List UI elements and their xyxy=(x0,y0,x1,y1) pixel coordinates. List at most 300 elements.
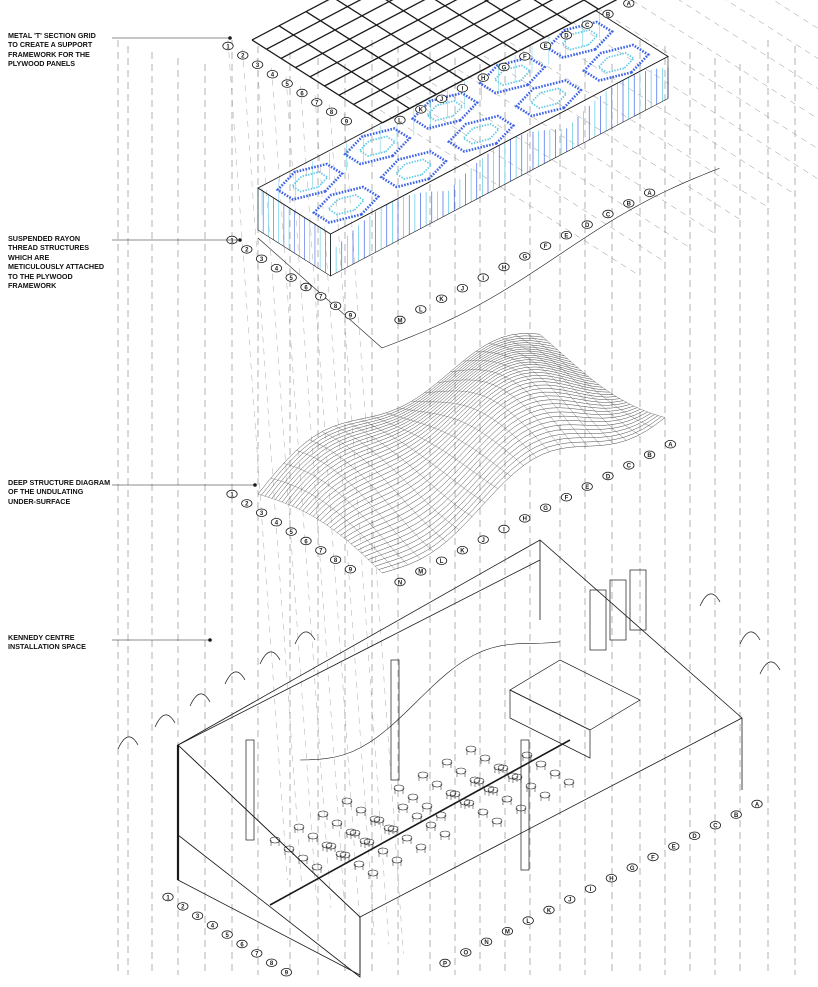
axis-bubble-label: H xyxy=(501,265,507,272)
grid-letter-bubble xyxy=(644,451,654,459)
grid-letter-bubble xyxy=(752,800,762,808)
room-column xyxy=(246,740,254,840)
axis-bubble-label: 8 xyxy=(329,110,334,117)
grid-number-bubble xyxy=(266,959,276,967)
axis-bubble-label: 7 xyxy=(255,951,259,958)
audience-chair xyxy=(294,824,304,830)
axis-bubble-label: B xyxy=(734,812,739,819)
callout-line: FRAMEWORK FOR THE xyxy=(8,49,90,59)
grid-number-bubble xyxy=(271,264,281,272)
axis-bubble-label: J xyxy=(568,897,572,904)
axis-bubble-label: L xyxy=(439,559,444,566)
room-stage-front xyxy=(510,690,590,758)
axis-bubble-label: 6 xyxy=(240,942,244,949)
axis-bubble-label: L xyxy=(526,918,531,925)
undulating-contour xyxy=(271,478,395,569)
axis-bubble-label: G xyxy=(522,254,528,261)
grid-letter-bubble xyxy=(540,242,550,250)
audience-chair xyxy=(318,811,328,817)
hexagon-thread-pattern xyxy=(278,164,342,199)
axis-bubble-label: I xyxy=(503,527,505,534)
axis-bubble-label: A xyxy=(647,191,652,198)
grid-letter-bubble xyxy=(523,917,533,925)
axis-bubble-label: B xyxy=(626,201,631,208)
undulating-contour xyxy=(284,463,408,565)
axis-bubble-label: 6 xyxy=(304,539,308,546)
axis-bubble-label: E xyxy=(543,44,548,51)
axis-bubble-label: L xyxy=(418,307,423,314)
callout-line: THREAD STRUCTURES xyxy=(8,243,90,253)
axis-bubble-label: 2 xyxy=(245,501,249,508)
audience-chair xyxy=(394,785,404,791)
diagonal-projection-line xyxy=(744,0,818,87)
hexagon-thread-pattern xyxy=(480,58,544,93)
audience-chair xyxy=(378,848,388,854)
callout-line: DEEP STRUCTURE DIAGRAM xyxy=(8,478,111,487)
grid-axis-bubbles xyxy=(163,0,762,977)
grid-letter-bubble xyxy=(499,525,509,533)
room-floor xyxy=(178,537,742,917)
grid-letter-bubble xyxy=(416,306,426,314)
axis-bubble-label: F xyxy=(651,855,655,862)
undulating-contour xyxy=(341,396,624,535)
grid-number-bubble xyxy=(207,921,217,929)
grid-letter-bubble xyxy=(565,896,575,904)
grid-letter-bubble xyxy=(436,95,446,103)
grid-letter-bubble xyxy=(478,74,488,82)
axis-bubble-label: 1 xyxy=(226,44,230,51)
diagonal-projection-line xyxy=(614,0,818,155)
audience-chair xyxy=(392,857,402,863)
grid-letter-bubble xyxy=(648,853,658,861)
callout-line: WHICH ARE xyxy=(8,252,50,262)
grid-letter-bubble xyxy=(665,440,675,448)
axis-bubble-label: 1 xyxy=(230,238,234,245)
axis-bubble-label: 6 xyxy=(300,91,304,98)
axis-bubble-label: 8 xyxy=(269,961,274,968)
axis-bubble-label: 9 xyxy=(284,970,289,977)
axis-bubble-label: G xyxy=(501,65,507,72)
grid-letter-bubble xyxy=(440,959,450,967)
grid-letter-bubble xyxy=(478,274,488,282)
axis-bubble-label: G xyxy=(629,865,635,872)
axis-bubble-label: N xyxy=(397,580,403,587)
diagonal-projection-line xyxy=(536,29,796,198)
axis-bubble-label: I xyxy=(482,275,485,282)
grid-letter-bubble xyxy=(624,0,634,8)
grid-member xyxy=(310,0,634,77)
grid-letter-bubble xyxy=(395,116,405,124)
diagonal-projection-line xyxy=(718,0,818,101)
grid-letter-bubble xyxy=(582,21,592,29)
axis-bubble-label: O xyxy=(463,950,469,957)
grid-number-bubble xyxy=(286,528,296,536)
rayon-thread-structure xyxy=(255,11,720,349)
axis-bubble-label: 8 xyxy=(333,558,338,565)
audience-chair xyxy=(368,870,378,876)
grid-letter-bubble xyxy=(644,189,654,197)
callout-installation-space xyxy=(8,633,178,652)
grid-letter-bubble xyxy=(499,63,509,71)
undulating-contour xyxy=(365,412,648,556)
grid-letter-bubble xyxy=(416,568,426,576)
axis-bubble-label: C xyxy=(585,22,590,29)
axis-bubble-label: 3 xyxy=(259,511,264,518)
grid-number-bubble xyxy=(301,283,311,291)
grid-letter-bubble xyxy=(457,546,467,554)
audience-chair xyxy=(332,820,342,826)
hexagon-thread-pattern-inner xyxy=(396,159,431,179)
undulating-contour xyxy=(379,417,662,570)
audience-chair xyxy=(418,772,428,778)
audience-chair xyxy=(416,844,426,850)
room-front-wall xyxy=(178,745,360,977)
grid-letter-bubble xyxy=(561,231,571,239)
leader-dot xyxy=(253,483,257,487)
axis-bubble-label: E xyxy=(671,844,676,851)
axis-bubble-label: M xyxy=(397,318,403,325)
grid-letter-bubble xyxy=(689,832,699,840)
grid-letter-bubble xyxy=(731,811,741,819)
undulating-contour xyxy=(313,370,595,517)
grid-number-bubble xyxy=(256,255,266,263)
swing-arc xyxy=(260,652,280,664)
swing-arc xyxy=(190,694,210,706)
callout-line: FRAMEWORK xyxy=(8,281,57,291)
grid-number-bubble xyxy=(286,274,296,282)
rayon-top-face xyxy=(255,11,668,235)
undulating-contour xyxy=(268,341,550,498)
axis-bubble-label: 6 xyxy=(304,285,308,292)
axis-bubble-label: N xyxy=(484,940,489,947)
axis-bubble-label: C xyxy=(713,823,718,830)
grid-letter-bubble xyxy=(520,253,530,261)
axis-bubble-label: 2 xyxy=(245,247,249,254)
grid-number-bubble xyxy=(238,52,248,60)
grid-letter-bubble xyxy=(624,200,634,208)
grid-letter-bubble xyxy=(582,483,592,491)
hexagon-thread-pattern-inner xyxy=(292,172,327,192)
undulating-contour xyxy=(425,391,550,452)
grid-letter-bubble xyxy=(544,906,554,914)
leader-dot xyxy=(238,238,242,242)
axis-bubble-label: B xyxy=(605,12,611,19)
callout-line: METICULOUSLY ATTACHED xyxy=(8,262,105,272)
audience-chair xyxy=(540,792,550,798)
axis-bubble-label: I xyxy=(461,86,464,93)
axis-bubble-label: E xyxy=(564,233,569,240)
grid-number-bubble xyxy=(242,500,252,508)
leader-dot xyxy=(208,638,212,642)
undulating-contour xyxy=(354,408,637,547)
audience-chair xyxy=(492,818,502,824)
grid-number-bubble xyxy=(178,903,188,911)
undulating-contour xyxy=(348,422,472,517)
audience-chair xyxy=(502,796,512,802)
grid-number-bubble xyxy=(242,246,252,254)
diagonal-projection-line xyxy=(588,2,818,168)
axis-bubble-label: 5 xyxy=(289,529,293,536)
diagonal-projection-line xyxy=(770,0,818,74)
grid-letter-bubble xyxy=(461,949,471,957)
audience-chair xyxy=(342,798,352,804)
axis-bubble-label: 5 xyxy=(285,81,289,88)
grid-letter-bubble xyxy=(520,515,530,523)
audience-chair xyxy=(456,768,466,774)
axis-bubble-label: D xyxy=(585,222,590,229)
audience-chair xyxy=(356,807,366,813)
undulating-contour xyxy=(334,389,617,530)
grid-letter-bubble xyxy=(603,472,613,480)
grid-letter-bubble xyxy=(436,557,446,565)
axis-bubble-label: B xyxy=(647,453,652,460)
axis-bubble-label: 9 xyxy=(348,567,353,574)
audience-chair xyxy=(298,855,308,861)
audience-chair xyxy=(442,759,452,765)
axis-bubble-label: A xyxy=(754,802,760,809)
grid-letter-bubble xyxy=(395,316,405,324)
axis-bubble-label: 4 xyxy=(274,520,279,527)
leader-dot xyxy=(228,36,232,40)
callout-leader-lines xyxy=(112,36,257,642)
room-sloped-edge xyxy=(270,740,570,905)
callout-deep-structure xyxy=(8,478,178,506)
diagonal-projection-line xyxy=(380,107,640,276)
grid-number-bubble xyxy=(326,108,336,116)
callout-line: PLYWOOD PANELS xyxy=(8,59,76,69)
audience-chair xyxy=(564,779,574,785)
callout-line: METAL 'T' SECTION GRID xyxy=(8,31,96,40)
grid-letter-bubble xyxy=(561,31,571,39)
audience-chair xyxy=(522,752,532,758)
callout-line: UNDER-SURFACE xyxy=(8,496,71,506)
axis-bubble-label: M xyxy=(504,929,510,936)
grid-letter-bubble xyxy=(624,462,634,470)
grid-letter-bubble xyxy=(436,295,446,303)
axis-bubble-label: D xyxy=(692,834,697,841)
grid-letter-bubble xyxy=(478,536,488,544)
grid-letter-bubble xyxy=(502,927,512,935)
grid-letter-bubble xyxy=(457,284,467,292)
axis-bubble-label: C xyxy=(605,212,611,219)
axis-bubble-label: H xyxy=(481,75,486,82)
grid-letter-bubble xyxy=(499,263,509,271)
hexagon-thread-pattern xyxy=(381,152,445,187)
callout-line: OF THE UNDULATING xyxy=(8,487,84,497)
axis-bubble-label: 4 xyxy=(210,923,215,930)
grid-letter-bubble xyxy=(603,10,613,18)
grid-number-bubble xyxy=(297,89,307,97)
axis-bubble-label: K xyxy=(418,107,423,114)
audience-chair xyxy=(432,781,442,787)
axis-bubble-label: D xyxy=(564,33,569,40)
axis-bubble-label: 5 xyxy=(225,932,229,939)
audience-chair xyxy=(422,803,432,809)
axis-bubble-label: A xyxy=(668,442,673,449)
axis-bubble-label: 3 xyxy=(195,914,200,921)
axis-bubble-label: 2 xyxy=(181,904,185,911)
axis-bubble-label: J xyxy=(439,97,444,104)
axis-bubble-label: G xyxy=(543,506,548,513)
grid-member xyxy=(306,12,437,95)
callout-line: SUSPENDED RAYON xyxy=(8,234,81,243)
room-door xyxy=(610,580,626,640)
axis-bubble-label: F xyxy=(543,244,548,251)
grid-number-bubble xyxy=(281,968,291,976)
grid-number-bubble xyxy=(252,950,262,958)
axis-bubble-label: I xyxy=(589,887,592,894)
axis-bubble-label: 7 xyxy=(319,548,323,555)
grid-number-bubble xyxy=(330,302,340,310)
diagonal-projection-line xyxy=(640,0,818,141)
grid-number-bubble xyxy=(252,61,262,69)
room-stage xyxy=(510,660,640,730)
axis-bubble-label: P xyxy=(442,961,448,968)
axis-bubble-label: K xyxy=(546,908,552,915)
axis-bubble-label: 2 xyxy=(241,53,245,60)
grid-number-bubble xyxy=(330,556,340,564)
grid-member xyxy=(339,0,663,95)
callout-rayon xyxy=(8,234,178,290)
audience-chair xyxy=(480,755,490,761)
audience-chair xyxy=(402,835,412,841)
axis-bubble-label: E xyxy=(585,484,590,491)
hexagon-thread-pattern-inner xyxy=(328,195,363,215)
axis-bubble-label: 3 xyxy=(259,257,264,264)
grid-number-bubble xyxy=(301,537,311,545)
audience-chair xyxy=(284,846,294,852)
rayon-ground-outline xyxy=(382,168,720,348)
undulating-contour xyxy=(265,338,547,496)
grid-letter-bubble xyxy=(540,504,550,512)
grid-number-bubble xyxy=(341,117,351,125)
swing-arc xyxy=(225,672,245,684)
undulating-contour xyxy=(337,392,620,532)
grid-number-bubble xyxy=(222,931,232,939)
axis-bubble-label: C xyxy=(626,463,631,470)
diagonal-projection-line xyxy=(692,0,818,114)
swing-arc xyxy=(700,594,720,606)
axis-bubble-label: K xyxy=(439,297,444,304)
axis-bubble-label: F xyxy=(564,495,569,502)
hexagon-thread-pattern-inner xyxy=(463,124,498,144)
axis-bubble-label: 1 xyxy=(166,895,170,902)
grid-letter-bubble xyxy=(481,938,491,946)
axis-bubble-label: 7 xyxy=(319,294,323,301)
grid-letter-bubble xyxy=(457,84,467,92)
axis-bubble-label: 5 xyxy=(289,275,293,282)
axis-bubble-label: J xyxy=(481,537,485,544)
audience-chair xyxy=(436,812,446,818)
grid-letter-bubble xyxy=(603,210,613,218)
grid-number-bubble xyxy=(316,293,326,301)
grid-letter-bubble xyxy=(582,221,592,229)
audience-chair xyxy=(426,822,436,828)
grid-member xyxy=(414,0,545,38)
diagonal-projection-line xyxy=(406,97,666,263)
kennedy-centre-room xyxy=(118,537,780,977)
audience-chair xyxy=(354,861,364,867)
hexagon-thread-pattern-inner xyxy=(427,101,462,121)
audience-chair xyxy=(408,794,418,800)
grid-number-bubble xyxy=(256,509,266,517)
grid-number-bubble xyxy=(271,518,281,526)
axis-bubble-label: 1 xyxy=(230,492,234,499)
callout-metal-grid xyxy=(8,31,178,69)
axis-bubble-label: F xyxy=(522,54,527,61)
swing-arc xyxy=(155,715,175,727)
axis-bubble-label: L xyxy=(398,118,402,125)
grid-number-bubble xyxy=(316,547,326,555)
diagonal-projection-line xyxy=(484,56,744,222)
undulating-contour xyxy=(292,355,574,506)
audience-chair xyxy=(398,804,408,810)
axis-bubble-label: 8 xyxy=(333,304,338,311)
hexagon-thread-pattern xyxy=(584,45,648,80)
axis-bubble-label: J xyxy=(460,286,465,293)
undulating-contour xyxy=(296,357,578,507)
callout-line: INSTALLATION SPACE xyxy=(8,642,86,652)
grid-letter-bubble xyxy=(710,821,720,829)
audience-chair xyxy=(466,746,476,752)
axis-bubble-label: D xyxy=(605,474,611,481)
grid-letter-bubble xyxy=(561,493,571,501)
grid-letter-bubble xyxy=(395,578,405,586)
axis-bubble-label: 7 xyxy=(315,100,319,107)
grid-letter-bubble xyxy=(540,42,550,50)
hexagon-thread-pattern xyxy=(345,129,409,164)
grid-letter-bubble xyxy=(520,53,530,61)
axis-bubble-label: 3 xyxy=(255,63,260,70)
grid-letter-bubble xyxy=(627,864,637,872)
axis-bubble-label: H xyxy=(609,876,614,883)
axis-bubble-label: H xyxy=(522,516,527,523)
axis-bubble-label: K xyxy=(460,548,465,555)
undulating-contour xyxy=(261,336,543,495)
audience-chair xyxy=(440,831,450,837)
grid-member xyxy=(441,0,572,23)
axis-bubble-label: 9 xyxy=(348,313,353,320)
audience-chair xyxy=(308,833,318,839)
swing-arc xyxy=(740,632,760,644)
undulating-contour xyxy=(317,372,599,518)
axis-bubble-label: 4 xyxy=(274,266,279,273)
callout-line: TO CREATE A SUPPORT xyxy=(8,40,93,50)
hexagon-thread-pattern-inner xyxy=(598,53,633,73)
room-back-wall xyxy=(178,560,540,745)
hexagon-thread-pattern xyxy=(516,81,580,116)
axis-bubble-label: 9 xyxy=(344,119,349,126)
grid-number-bubble xyxy=(267,70,277,78)
grid-number-bubble xyxy=(345,565,355,573)
hexagon-thread-pattern-inner xyxy=(360,136,395,156)
grid-member xyxy=(252,40,383,123)
grid-number-bubble xyxy=(223,42,233,50)
callout-line: KENNEDY CENTRE xyxy=(8,633,75,642)
axis-bubble-label: 4 xyxy=(270,72,275,79)
room-door xyxy=(590,590,606,650)
undulating-contour xyxy=(296,450,420,559)
diagonal-projection-line xyxy=(458,70,718,236)
grid-number-bubble xyxy=(192,912,202,920)
undulating-contour xyxy=(327,382,610,525)
callout-line: TO THE PLYWOOD xyxy=(8,271,73,281)
swing-arc xyxy=(760,662,780,674)
audience-chair xyxy=(526,783,536,789)
grid-number-bubble xyxy=(312,99,322,107)
grid-letter-bubble xyxy=(416,106,426,114)
grid-letter-bubble xyxy=(585,885,595,893)
